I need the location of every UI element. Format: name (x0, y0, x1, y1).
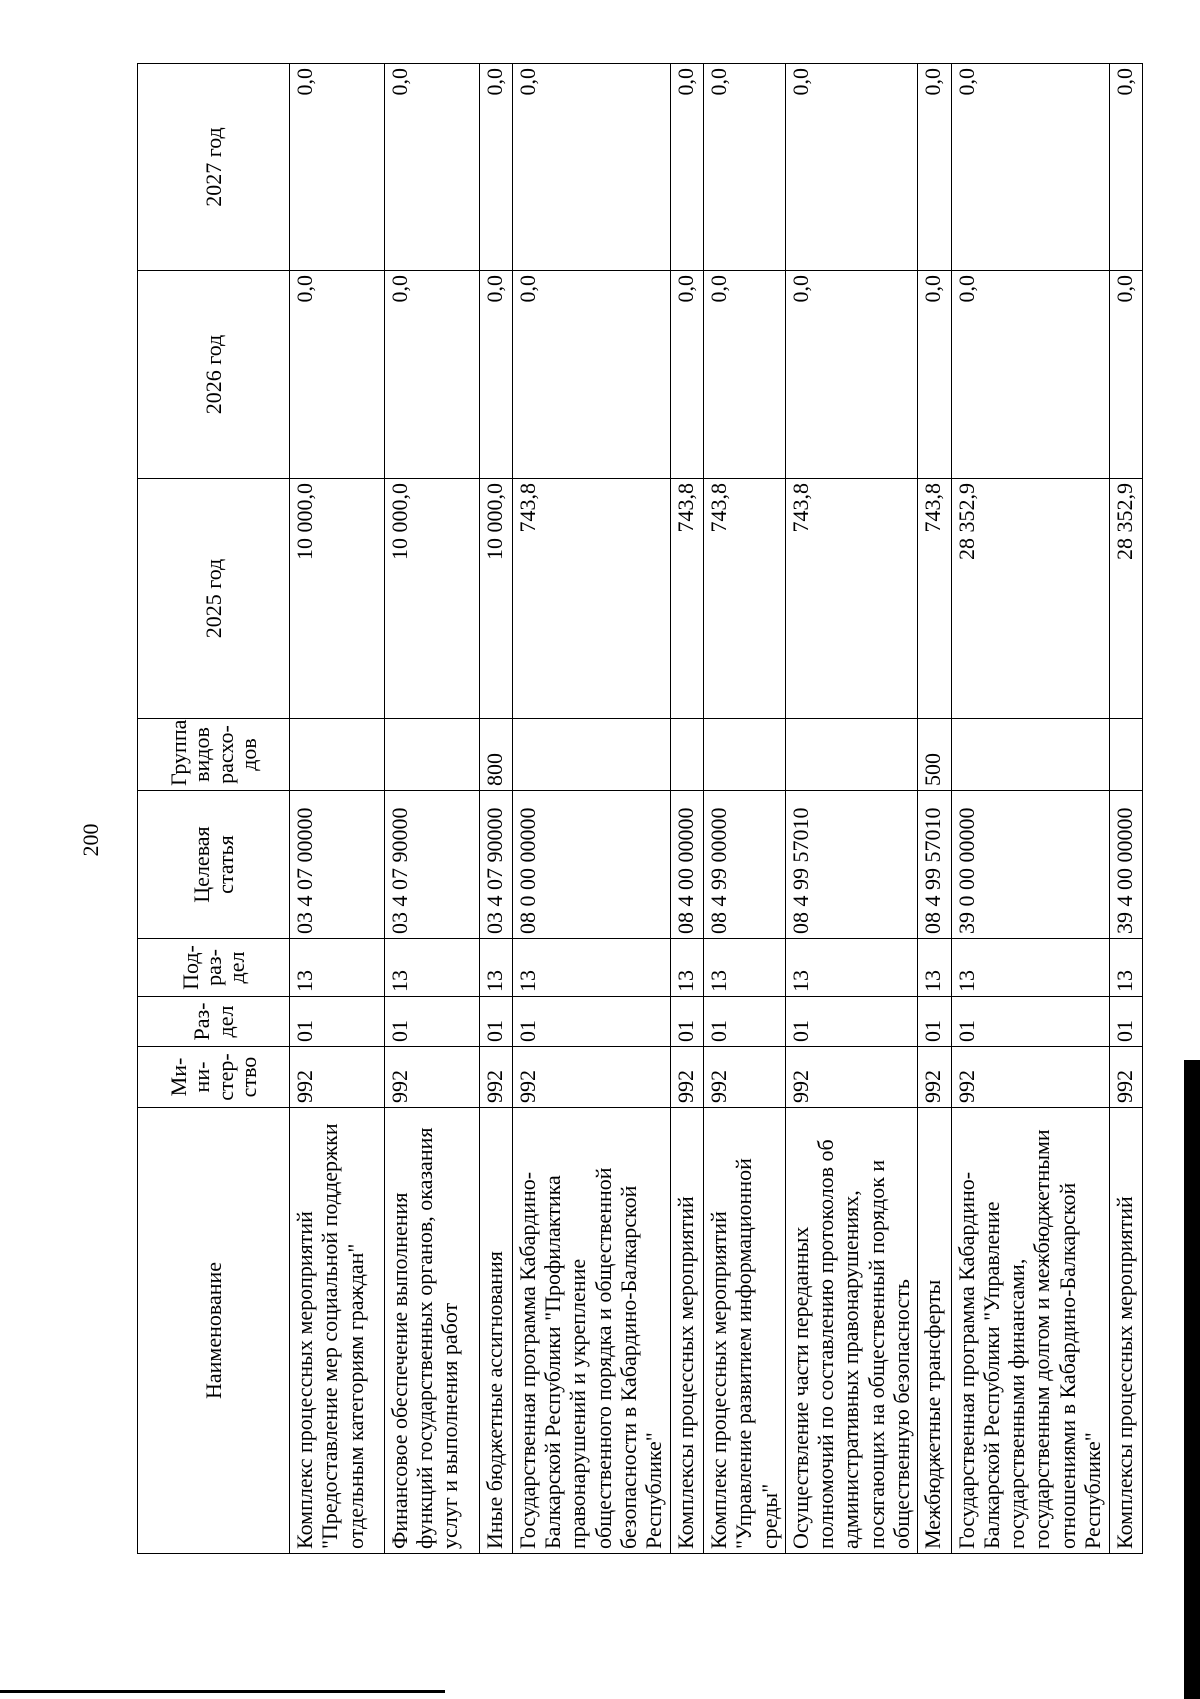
row-target: 08 4 99 57010 (918, 791, 951, 939)
row-ministry: 992 (704, 1047, 786, 1108)
row-2025: 28 352,9 (1109, 479, 1142, 719)
row-name: Межбюджетные трансферты (918, 1108, 951, 1554)
row-section: 01 (1109, 997, 1142, 1047)
table-row (384, 64, 479, 1554)
row-2027: 0,0 (670, 64, 703, 271)
header-section: Раз-дел (138, 997, 290, 1047)
row-name: Осуществление части переданных полномочий по составлению протоколов об административных правонарушениях, посягающих на общественный порядок и общественную безопасность (785, 1108, 918, 1554)
row-expense-group (384, 719, 479, 791)
row-section: 01 (479, 997, 512, 1047)
row-2027: 0,0 (1109, 64, 1142, 271)
row-2026: 0,0 (704, 271, 786, 479)
row-ministry: 992 (479, 1047, 512, 1108)
row-ministry: 992 (384, 1047, 479, 1108)
row-target: 03 4 07 00000 (290, 791, 385, 939)
row-2025: 28 352,9 (951, 479, 1109, 719)
header-name: Наименование (138, 1108, 290, 1554)
row-subsection: 13 (785, 939, 918, 997)
table-row (479, 64, 512, 1554)
row-name: Государственная программа Кабардино-Балкарской Республики "Профилактика правонарушений и укрепление общественного порядка и общественной безопасности в Кабардино-Балкарской Республике" (512, 1108, 670, 1554)
row-target: 08 4 99 57010 (785, 791, 918, 939)
row-2025: 743,8 (785, 479, 918, 719)
row-subsection: 13 (512, 939, 670, 997)
row-name: Финансовое обеспечение выполнения функций государственных органов, оказания услуг и выполнения работ (384, 1108, 479, 1554)
header-2027: 2027 год (138, 64, 290, 271)
row-subsection: 13 (384, 939, 479, 997)
row-2027: 0,0 (785, 64, 918, 271)
row-2026: 0,0 (951, 271, 1109, 479)
row-2026: 0,0 (670, 271, 703, 479)
row-2025: 743,8 (670, 479, 703, 719)
budget-table (137, 63, 1143, 1554)
row-section: 01 (785, 997, 918, 1047)
row-expense-group (290, 719, 385, 791)
row-section: 01 (951, 997, 1109, 1047)
row-2026: 0,0 (785, 271, 918, 479)
page-number: 200 (78, 823, 103, 857)
row-expense-group (512, 719, 670, 791)
row-name: Комплексы процессных мероприятий (670, 1108, 703, 1554)
row-ministry: 992 (670, 1047, 703, 1108)
row-section: 01 (384, 997, 479, 1047)
row-2025: 10 000,0 (479, 479, 512, 719)
row-section: 01 (704, 997, 786, 1047)
row-target: 03 4 07 90000 (384, 791, 479, 939)
row-2026: 0,0 (512, 271, 670, 479)
row-ministry: 992 (1109, 1047, 1142, 1108)
row-name: Государственная программа Кабардино-Балкарской Республики "Управление государственными финансами, государственным долгом и межбюджетными отношениями в Кабардино-Балкарской Республике" (951, 1108, 1109, 1554)
row-subsection: 13 (918, 939, 951, 997)
row-2027: 0,0 (951, 64, 1109, 271)
row-ministry: 992 (951, 1047, 1109, 1108)
row-subsection: 13 (951, 939, 1109, 997)
row-target: 08 4 00 00000 (670, 791, 703, 939)
header-row (138, 64, 290, 1554)
row-expense-group (1109, 719, 1142, 791)
table-row (1109, 64, 1142, 1554)
row-expense-group (951, 719, 1109, 791)
row-2027: 0,0 (512, 64, 670, 271)
table-row (512, 64, 670, 1554)
row-subsection: 13 (1109, 939, 1142, 997)
row-target: 03 4 07 90000 (479, 791, 512, 939)
row-name: Комплекс процессных мероприятий "Предоставление мер социальной поддержки отдельным категориям граждан" (290, 1108, 385, 1554)
row-expense-group (670, 719, 703, 791)
row-target: 39 4 00 00000 (1109, 791, 1142, 939)
table-row (918, 64, 951, 1554)
row-expense-group: 800 (479, 719, 512, 791)
row-2026: 0,0 (918, 271, 951, 479)
row-subsection: 13 (290, 939, 385, 997)
table-row (951, 64, 1109, 1554)
table-container (137, 64, 1143, 1554)
header-subsection: Под-раз-дел (138, 939, 290, 997)
header-expense-group: Группа видов расхо-дов (138, 719, 290, 791)
table-row (290, 64, 385, 1554)
row-target: 08 0 00 00000 (512, 791, 670, 939)
row-subsection: 13 (479, 939, 512, 997)
row-section: 01 (512, 997, 670, 1047)
row-expense-group: 500 (918, 719, 951, 791)
row-expense-group (704, 719, 786, 791)
row-2025: 10 000,0 (290, 479, 385, 719)
row-section: 01 (290, 997, 385, 1047)
row-section: 01 (670, 997, 703, 1047)
table-row (670, 64, 703, 1554)
row-2027: 0,0 (479, 64, 512, 271)
row-target: 08 4 99 00000 (704, 791, 786, 939)
row-subsection: 13 (704, 939, 786, 997)
table-row (704, 64, 786, 1554)
row-2025: 743,8 (704, 479, 786, 719)
scan-artifact-line (0, 1690, 445, 1693)
row-2025: 743,8 (918, 479, 951, 719)
rotated-table-box (137, 64, 1143, 1554)
row-2025: 743,8 (512, 479, 670, 719)
row-2027: 0,0 (704, 64, 786, 271)
row-ministry: 992 (918, 1047, 951, 1108)
row-ministry: 992 (512, 1047, 670, 1108)
row-section: 01 (918, 997, 951, 1047)
row-2026: 0,0 (479, 271, 512, 479)
row-target: 39 0 00 00000 (951, 791, 1109, 939)
row-2025: 10 000,0 (384, 479, 479, 719)
row-name: Иные бюджетные ассигнования (479, 1108, 512, 1554)
row-expense-group (785, 719, 918, 791)
row-2026: 0,0 (384, 271, 479, 479)
row-2026: 0,0 (1109, 271, 1142, 479)
table-row (785, 64, 918, 1554)
header-target: Целевая статья (138, 791, 290, 939)
row-2027: 0,0 (290, 64, 385, 271)
row-2027: 0,0 (918, 64, 951, 271)
header-2026: 2026 год (138, 271, 290, 479)
row-ministry: 992 (785, 1047, 918, 1108)
row-ministry: 992 (290, 1047, 385, 1108)
row-2027: 0,0 (384, 64, 479, 271)
row-subsection: 13 (670, 939, 703, 997)
header-2025: 2025 год (138, 479, 290, 719)
scan-artifact-edge (1184, 1060, 1200, 1699)
header-ministry: Ми-ни-стер-ство (138, 1047, 290, 1108)
row-name: Комплексы процессных мероприятий (1109, 1108, 1142, 1554)
row-name: Комплекс процессных мероприятий "Управление развитием информационной среды" (704, 1108, 786, 1554)
row-2026: 0,0 (290, 271, 385, 479)
